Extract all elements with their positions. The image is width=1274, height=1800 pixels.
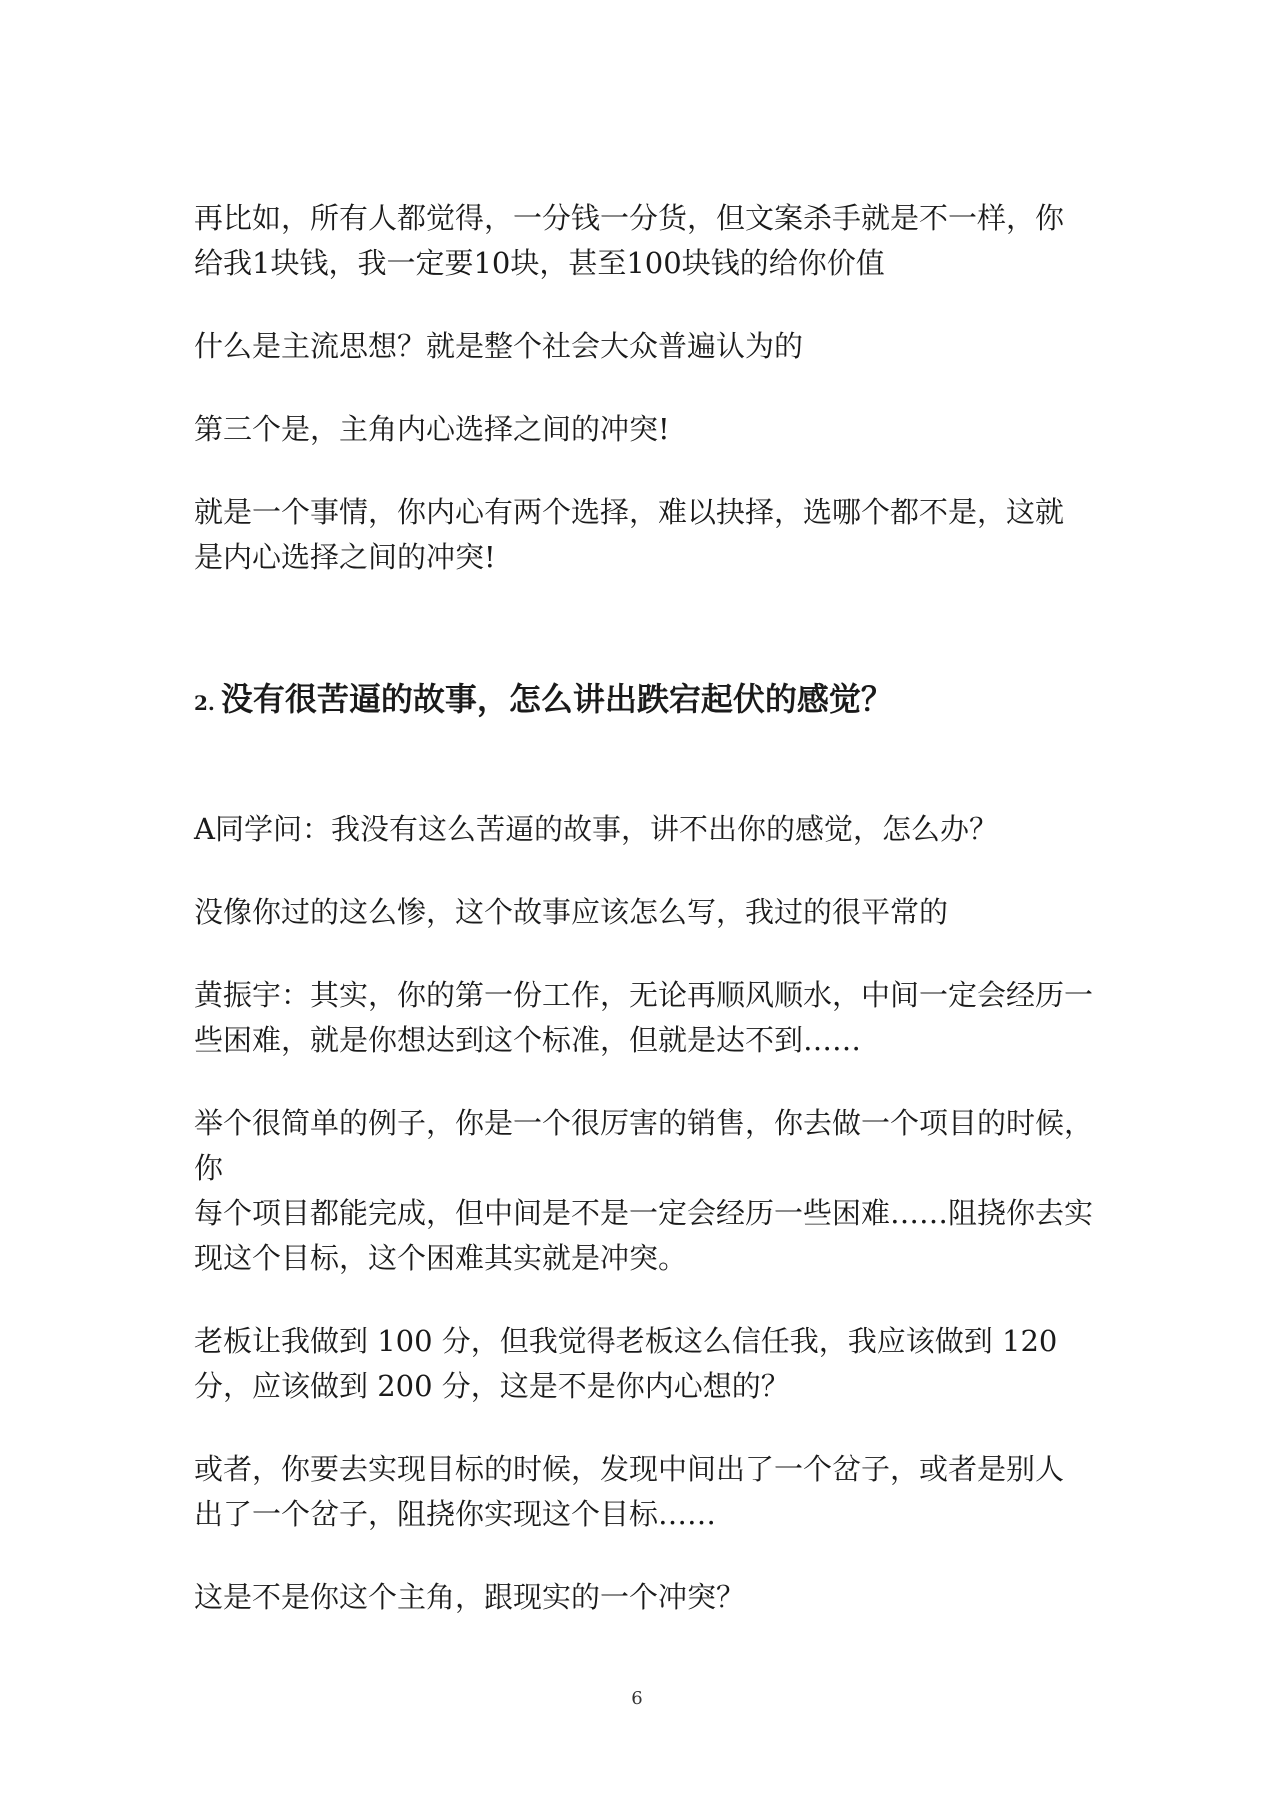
paragraph: 黄振宇：其实，你的第一份工作，无论再顺风顺水，中间一定会经历一 些困难，就是你想达到这个标准，但就是达不到…… xyxy=(194,978,1094,1057)
paragraph: A同学问：我没有这么苦逼的故事，讲不出你的感觉，怎么办？ xyxy=(194,812,998,846)
paragraph: 什么是主流思想？就是整个社会大众普遍认为的 xyxy=(194,329,804,363)
paragraph: 就是一个事情，你内心有两个选择，难以抉择，选哪个都不是，这就 是内心选择之间的冲突! xyxy=(194,495,1065,574)
page-number: 6 xyxy=(631,1688,643,1709)
document-body xyxy=(194,196,1094,1658)
paragraph: 再比如，所有人都觉得，一分钱一分货，但文案杀手就是不一样，你 给我1块钱，我一定要10块，甚至100块钱的给你价值 xyxy=(194,201,1065,280)
paragraph: 第三个是，主角内心选择之间的冲突! xyxy=(194,412,670,446)
paragraph: 这是不是你这个主角，跟现实的一个冲突？ xyxy=(194,1580,746,1614)
paragraph: 或者，你要去实现目标的时候，发现中间出了一个岔子，或者是别人 出了一个岔子，阻挠你实现这个目标…… xyxy=(194,1452,1065,1531)
section-heading xyxy=(194,675,1094,727)
paragraph: 没像你过的这么惨，这个故事应该怎么写，我过的很平常的 xyxy=(194,895,949,929)
paragraph: 举个很简单的例子，你是一个很厉害的销售，你去做一个项目的时候，你 每个项目都能完成，但中间是不是一定会经历一些困难……阻挠你去实 现这个目标，这个困难其实就是冲突。 xyxy=(194,1106,1094,1275)
section-title: 没有很苦逼的故事，怎么讲出跌宕起伏的感觉？ xyxy=(220,680,893,718)
paragraph: 老板让我做到 100 分，但我觉得老板这么信任我，我应该做到 120 分，应该做到 200 分，这是不是你内心想的？ xyxy=(194,1324,1058,1403)
section-number: 2. xyxy=(194,691,215,715)
